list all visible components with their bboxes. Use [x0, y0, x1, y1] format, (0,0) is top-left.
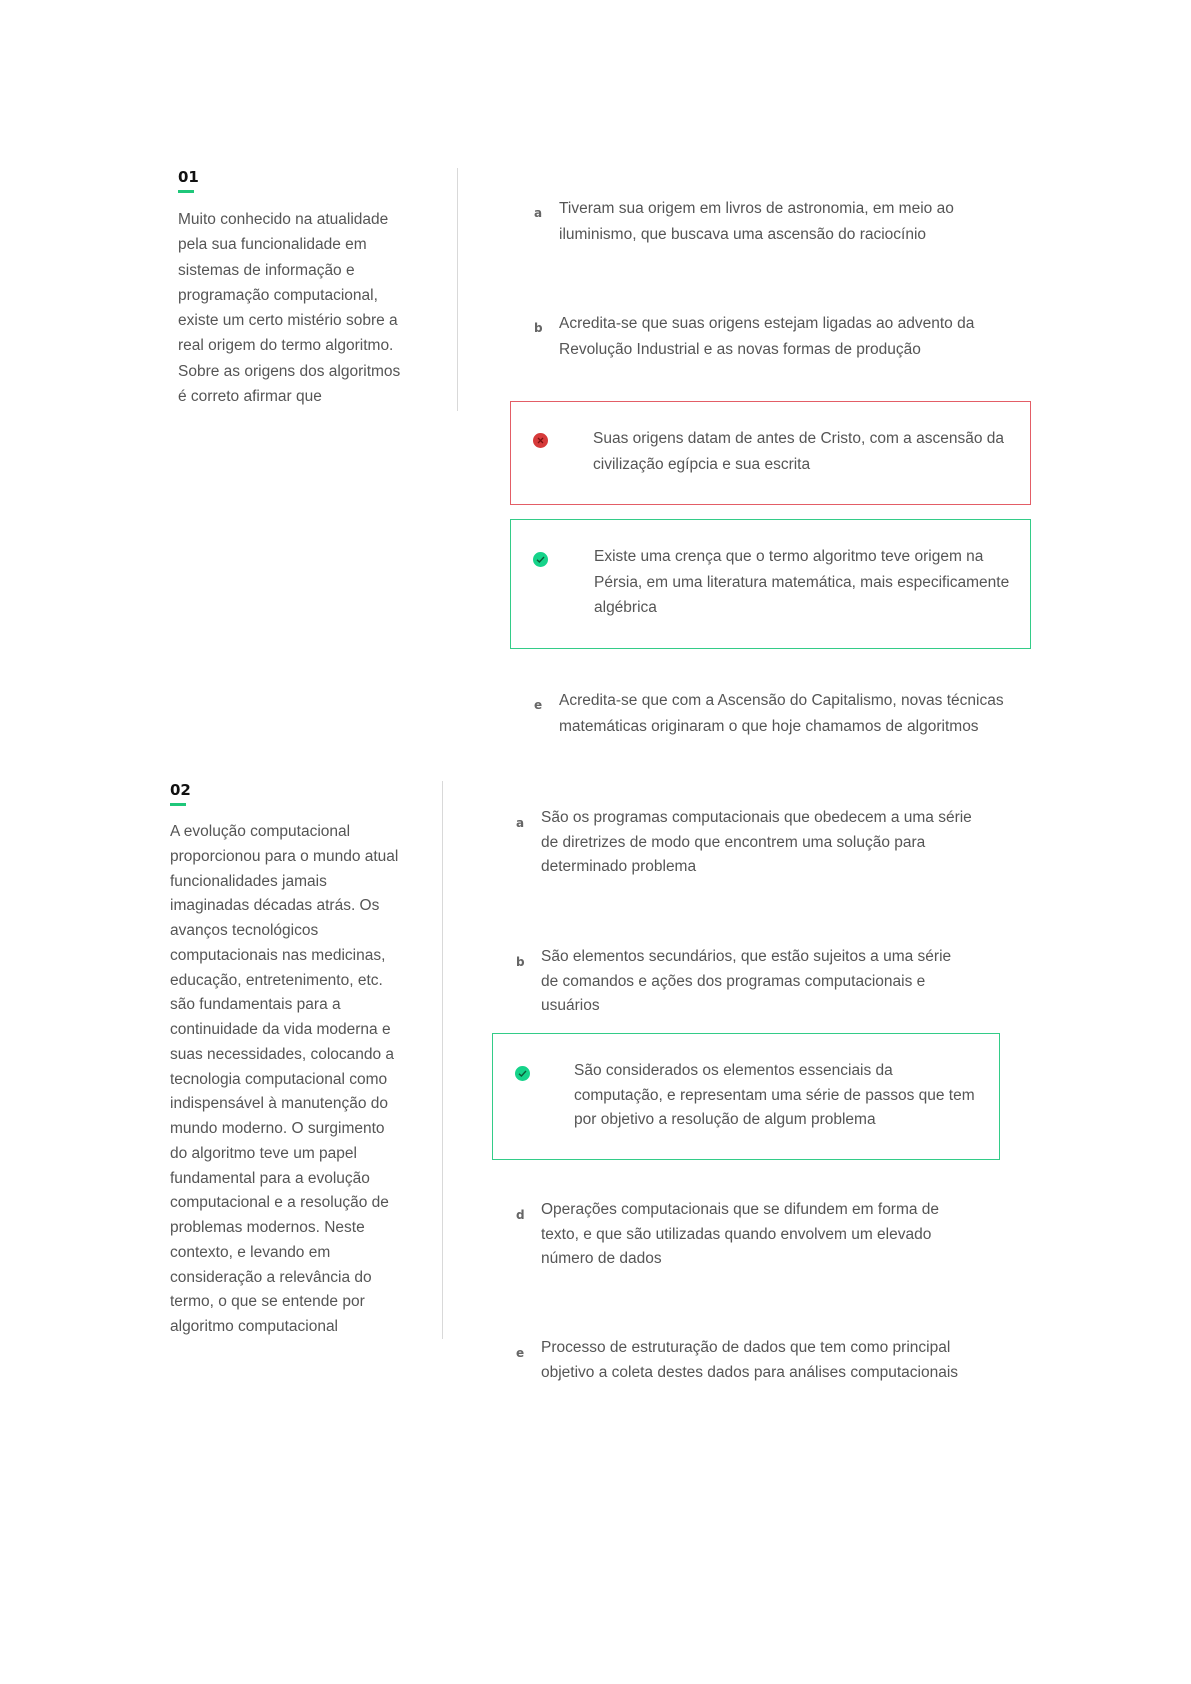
- option-letter: e: [516, 1346, 525, 1360]
- option-letter: b: [516, 955, 525, 969]
- check-circle-icon: [533, 552, 548, 567]
- option-letter: b: [534, 321, 543, 335]
- option-text: Suas origens datam de antes de Cristo, com a ascensão da civilização egípcia e sua escrita: [593, 430, 1004, 473]
- option-letter: e: [534, 698, 543, 712]
- option-text: Acredita-se que com a Ascensão do Capitalismo, novas técnicas matemáticas originaram o que hoje chamamos de algoritmos: [559, 692, 1004, 735]
- question-number: 01: [178, 168, 199, 186]
- option-text: Processo de estruturação de dados que tem como principal objetivo a coleta destes dados para análises computacionais: [541, 1339, 959, 1381]
- option-text: São elementos secundários, que estão sujeitos a uma série de comandos e ações dos programas computacionais e usuários: [541, 948, 952, 1014]
- column-divider: [457, 168, 458, 411]
- answer-option-c[interactable]: [492, 1033, 1000, 1160]
- x-circle-icon: [533, 433, 548, 448]
- option-text: Acredita-se que suas origens estejam ligadas ao advento da Revolução Industrial e as novas formas de produção: [559, 315, 975, 358]
- answer-option-d[interactable]: [510, 519, 1031, 649]
- option-text: São os programas computacionais que obedecem a uma série de diretrizes de modo que encontrem uma solução para determinado problema: [541, 809, 972, 875]
- option-text: Operações computacionais que se difundem em forma de texto, e que são utilizadas quando envolvem um elevado número de dados: [541, 1201, 940, 1267]
- option-text: São considerados os elementos essenciais da computação, e representam uma série de passos que tem por objetivo a resolução de algum problema: [574, 1062, 975, 1128]
- question-number: 02: [170, 781, 191, 799]
- question-number-underline: [178, 190, 194, 193]
- option-letter: d: [516, 1208, 525, 1222]
- question-prompt: A evolução computacional proporcionou para o mundo atual funcionalidades jamais imaginadas décadas atrás. Os avanços tecnológicos computacionais nas medicinas, educação, entretenimento, etc. são fundamentais para a continuidade da vida moderna e suas necessidades, colocando a tecnologia computacional como indispensável à manutenção do mundo moderno. O surgimento do algoritmo teve um papel fundamental para a evolução computacional e a resolução de problemas modernos. Neste contexto, e levando em consideração a relevância do termo, o que se entende por algoritmo computacional: [170, 823, 399, 1335]
- answer-option-c[interactable]: [510, 401, 1031, 505]
- column-divider: [442, 781, 443, 1339]
- option-letter: a: [534, 206, 543, 220]
- option-text: Tiveram sua origem em livros de astronomia, em meio ao iluminismo, que buscava uma ascensão do raciocínio: [559, 200, 954, 243]
- question-prompt: Muito conhecido na atualidade pela sua funcionalidade em sistemas de informação e programação computacional, existe um certo mistério sobre a real origem do termo algoritmo. Sobre as origens dos algoritmos é correto afirmar que: [178, 211, 401, 406]
- option-letter: a: [516, 816, 525, 830]
- option-text: Existe uma crença que o termo algoritmo teve origem na Pérsia, em uma literatura matemática, mais especificamente algébrica: [594, 548, 1010, 616]
- question-number-underline: [170, 803, 186, 806]
- check-circle-icon: [515, 1066, 530, 1081]
